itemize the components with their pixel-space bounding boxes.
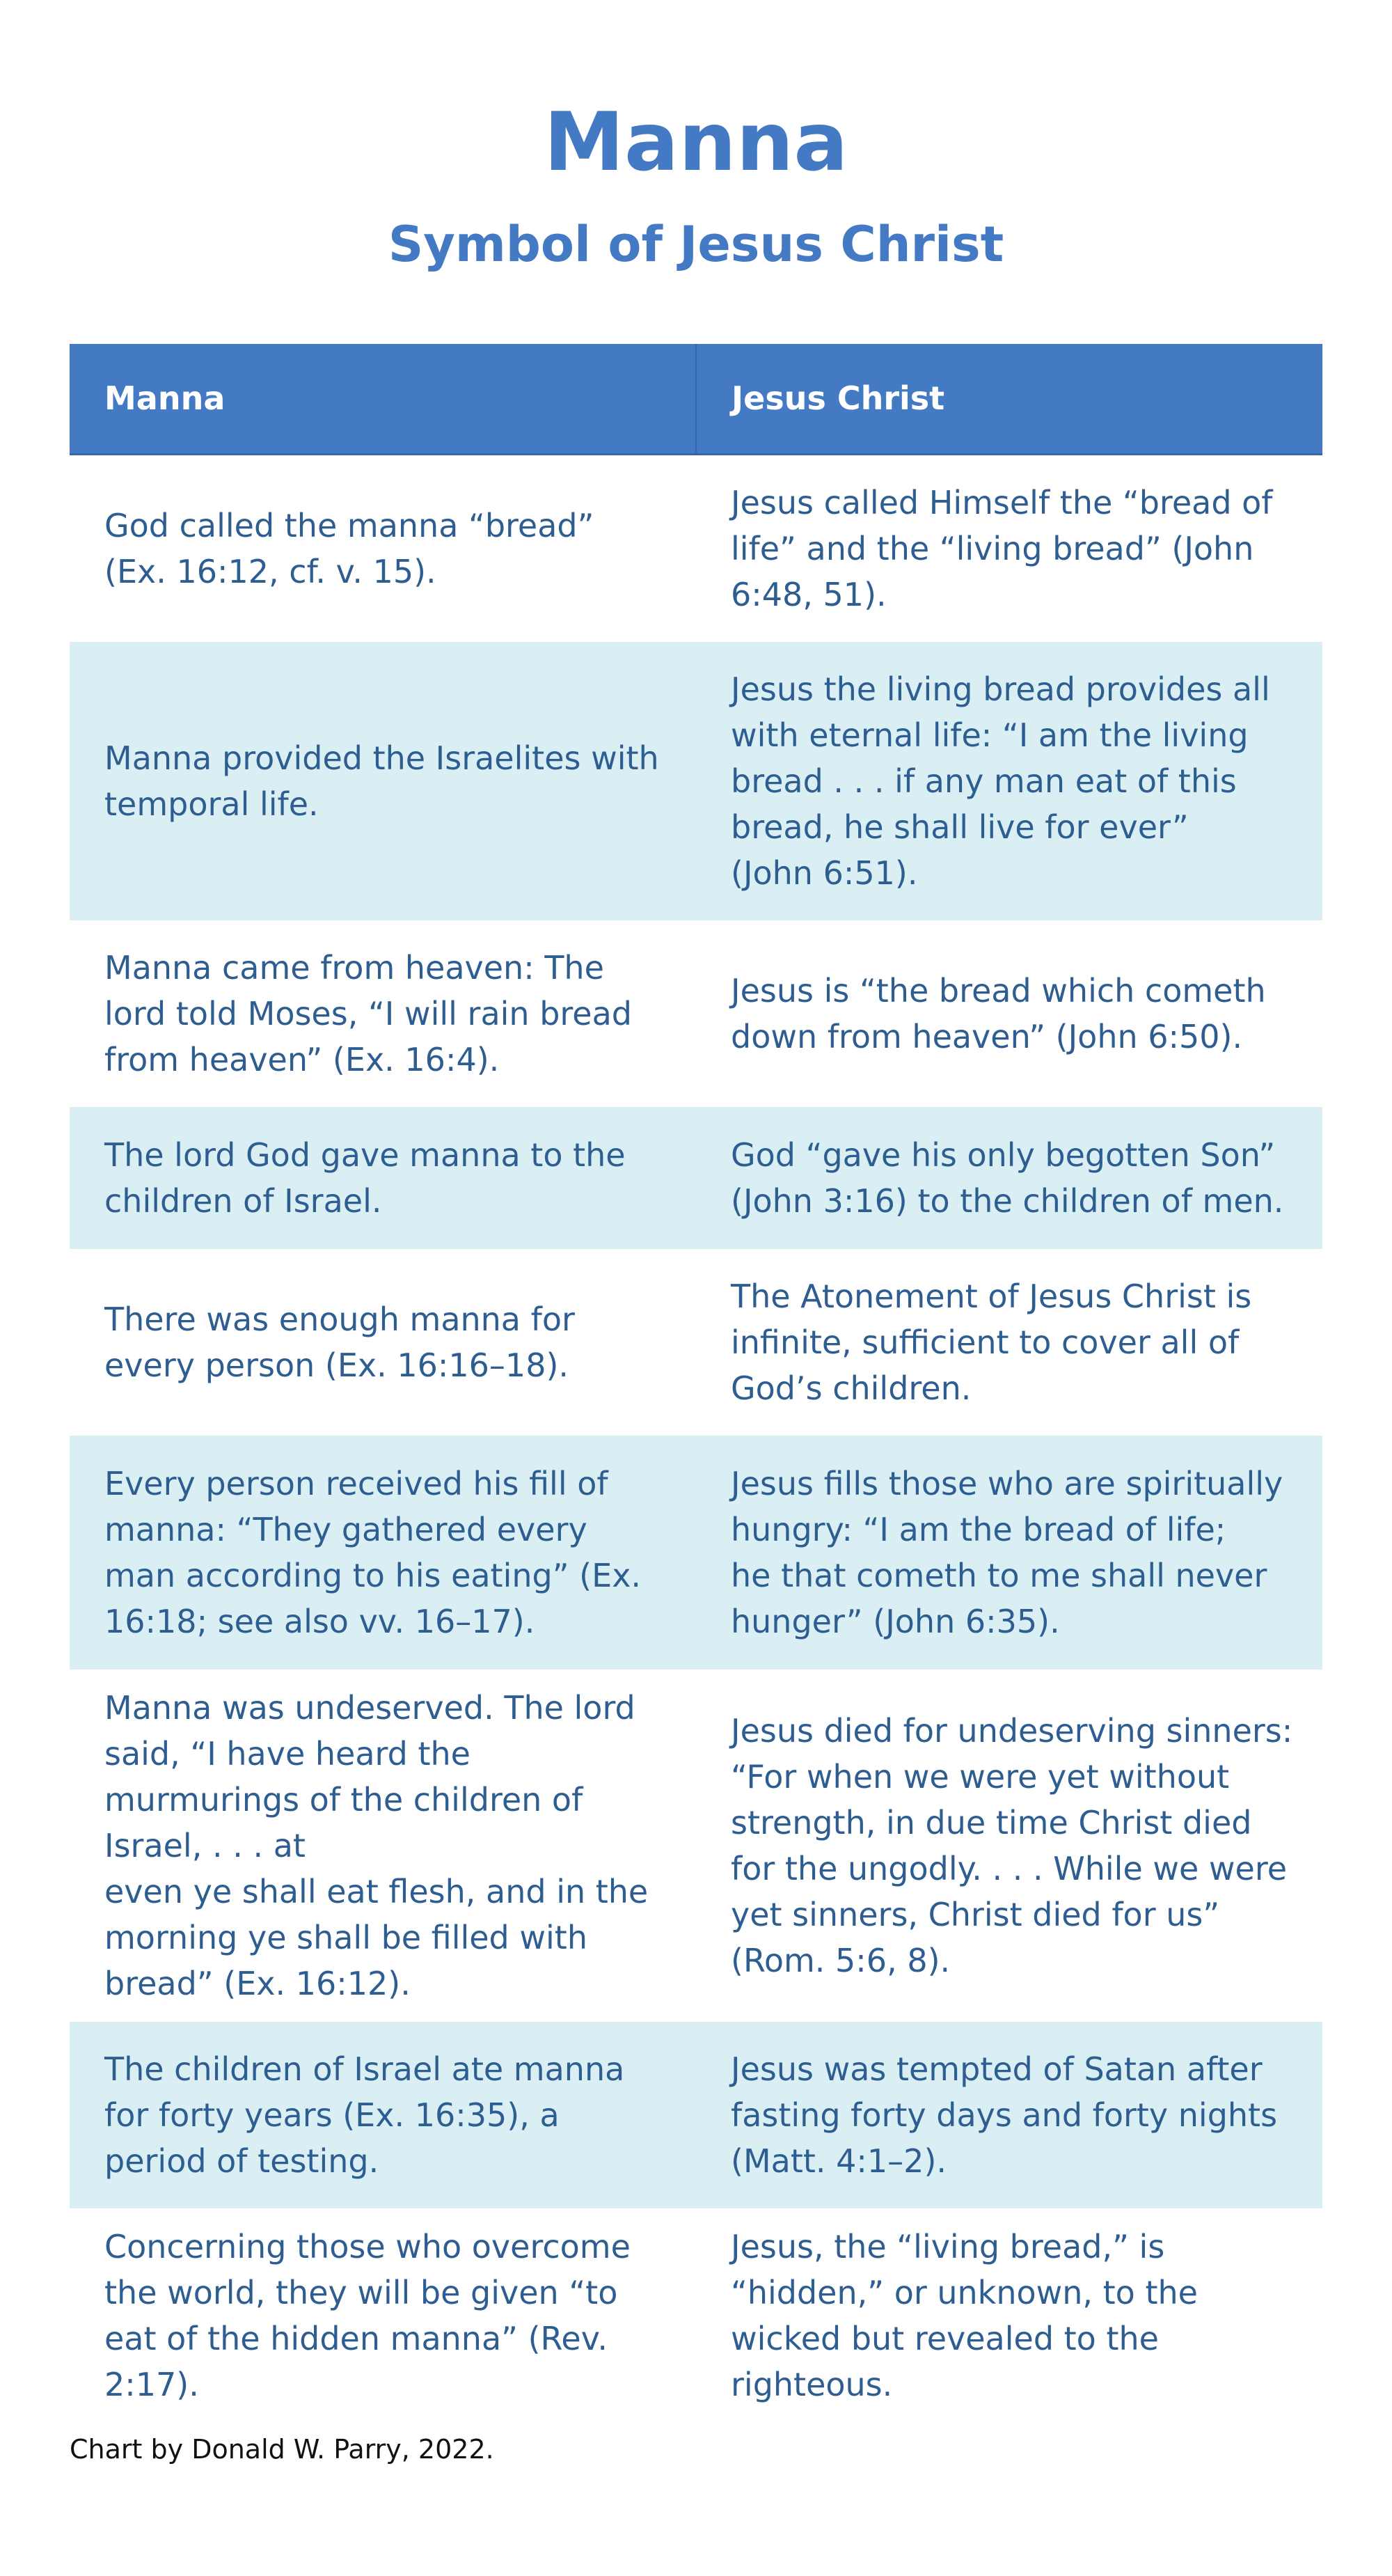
- jesus-cell: The Atonement of Jesus Christ is infinite, sufficient to cover all of God’s children.: [731, 1278, 1252, 1407]
- table-row: [70, 454, 1322, 642]
- jesus-cell: Jesus called Himself the “bread of life” and the “living bread” (John 6:48, 51).: [731, 483, 1273, 613]
- manna-cell: Manna came from heaven: The lord told Moses, “I will rain bread from heaven” (Ex. 16:4).: [104, 949, 632, 1078]
- manna-cell: God called the manna “bread” (Ex. 16:12, cf. v. 15).: [104, 506, 594, 590]
- manna-cell: Concerning those who overcome the world, they will be given “to eat of the hidden manna” (Rev. 2:17).: [104, 2228, 631, 2403]
- column-header-manna: Manna: [70, 344, 696, 454]
- page-title: Manna: [544, 95, 848, 189]
- manna-cell: The children of Israel ate manna for forty years (Ex. 16:35), a period of testing.: [70, 2022, 696, 2208]
- table-row: [70, 1107, 1322, 1249]
- table-row: [70, 2208, 1322, 2423]
- jesus-cell: Jesus the living bread provides all with eternal life: “I am the living bread . . . if any man eat of this bread, he shall live for ever” (John 6:51).: [696, 642, 1322, 920]
- table-body: [70, 454, 1322, 2423]
- jesus-cell: Jesus is “the bread which cometh down from heaven” (John 6:50).: [731, 972, 1266, 1055]
- jesus-cell: Jesus, the “living bread,” is “hidden,” or unknown, to the wicked but revealed to the righteous.: [731, 2228, 1198, 2403]
- table-row: [70, 1249, 1322, 1436]
- manna-cell: Manna provided the Israelites with temporal life.: [70, 642, 696, 920]
- column-header-jesus-christ: Jesus Christ: [696, 344, 1322, 454]
- table-row: [70, 2022, 1322, 2208]
- manna-cell: There was enough manna for every person (Ex. 16:16–18).: [104, 1301, 575, 1384]
- table-header-row: [70, 344, 1322, 454]
- jesus-cell: Jesus was tempted of Satan after fasting forty days and forty nights (Matt. 4:1–2).: [696, 2022, 1322, 2208]
- manna-cell: Manna was undeserved. The lord said, “I have heard the murmurings of the children of Israel, . . . at even ye shall eat flesh, and in the morning ye shall be filled with bread” (Ex. 16:12).: [104, 1689, 649, 2002]
- table-row: [70, 1670, 1322, 2022]
- comparison-table: [70, 344, 1322, 2423]
- table-row: [70, 1436, 1322, 1670]
- table-header: [70, 344, 1322, 454]
- jesus-cell: Jesus fills those who are spiritually hungry: “I am the bread of life; he that cometh to me shall never hunger” (John 6:35).: [696, 1436, 1322, 1670]
- jesus-cell: Jesus died for undeserving sinners: “For when we were yet without strength, in due time Christ died for the ungodly. . . . While we were yet sinners, Christ died for us” (Rom. 5:6, 8).: [731, 1712, 1293, 1979]
- table-row: [70, 920, 1322, 1107]
- manna-cell: The lord God gave manna to the children of Israel.: [70, 1107, 696, 1249]
- page-subtitle: Symbol of Jesus Christ: [388, 216, 1004, 273]
- manna-cell: Every person received his fill of manna: “They gathered every man according to his eating” (Ex. 16:18; see also vv. 16–17).: [70, 1436, 696, 1670]
- jesus-cell: God “gave his only begotten Son” (John 3:16) to the children of men.: [696, 1107, 1322, 1249]
- chart-credit: Chart by Donald W. Parry, 2022.: [70, 2434, 494, 2465]
- table-row: [70, 642, 1322, 920]
